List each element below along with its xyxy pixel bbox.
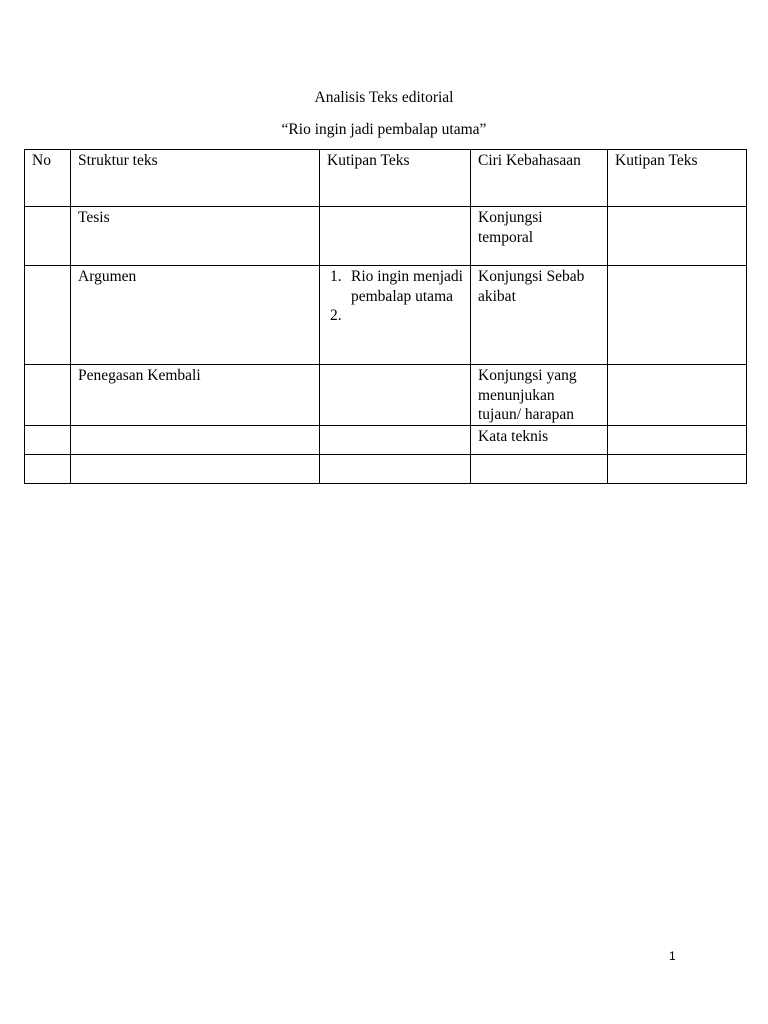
table-row: [25, 425, 747, 454]
cell-kutipan-2: [608, 266, 747, 365]
header-kutipan: Kutipan Teks: [320, 150, 471, 207]
cell-struktur: Penegasan Kembali: [71, 365, 320, 426]
cell-ciri: Konjungsi yang menunjukan tujaun/ harapan: [471, 365, 608, 426]
cell-ciri: Konjungsi Sebab akibat: [471, 266, 608, 365]
cell-kutipan-2: [608, 454, 747, 483]
cell-struktur: Tesis: [71, 207, 320, 266]
table-header-row: [25, 150, 747, 207]
table-row: [25, 365, 747, 426]
table-row: [25, 454, 747, 483]
cell-no: [25, 425, 71, 454]
cell-kutipan-2: [608, 425, 747, 454]
cell-ciri: Konjungsi temporal: [471, 207, 608, 266]
cell-no: [25, 207, 71, 266]
cell-struktur: Argumen: [71, 266, 320, 365]
cell-kutipan: [320, 207, 471, 266]
header-struktur: Struktur teks: [71, 150, 320, 207]
cell-no: [25, 454, 71, 483]
quote-list: [327, 267, 463, 324]
list-number: 2.: [330, 307, 342, 324]
table-row: [25, 207, 747, 266]
quote-list-item: [327, 267, 463, 306]
document-subtitle: “Rio ingin jadi pembalap utama”: [281, 121, 487, 138]
cell-struktur: [71, 425, 320, 454]
cell-no: [25, 365, 71, 426]
header-ciri: Ciri Kebahasaan: [471, 150, 608, 207]
list-item-text: Rio ingin menjadi pembalap utama: [351, 268, 463, 305]
table-row: [25, 266, 747, 365]
header-no: No: [25, 150, 71, 207]
header-kutipan-2: Kutipan Teks: [608, 150, 747, 207]
cell-struktur: [71, 454, 320, 483]
cell-kutipan-2: [608, 365, 747, 426]
cell-kutipan: [320, 425, 471, 454]
cell-no: [25, 266, 71, 365]
cell-kutipan-2: [608, 207, 747, 266]
list-number: 1.: [330, 268, 342, 285]
analysis-table: [24, 149, 747, 484]
cell-ciri: [471, 454, 608, 483]
document-title: Analisis Teks editorial: [314, 89, 454, 106]
cell-ciri: Kata teknis: [471, 425, 608, 454]
page-number: 1: [669, 949, 676, 963]
cell-kutipan: [320, 365, 471, 426]
cell-kutipan: [320, 266, 471, 365]
cell-kutipan: [320, 454, 471, 483]
